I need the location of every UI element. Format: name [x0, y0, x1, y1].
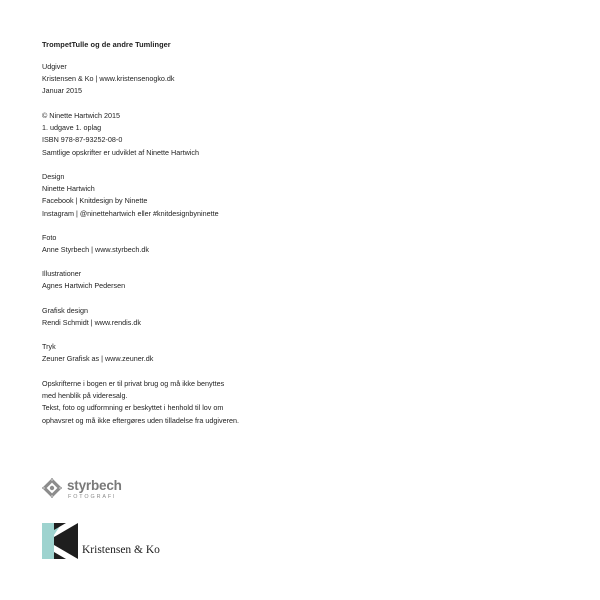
publisher-block	[42, 61, 175, 98]
design-heading: Design	[42, 172, 65, 181]
diamond-lens-icon	[40, 476, 64, 500]
k-mark-icon	[42, 523, 78, 559]
print-heading: Tryk	[42, 342, 56, 351]
rights-line: med henblik på videresalg.	[42, 391, 128, 401]
publisher-line: Kristensen & Ko | www.kristensenogko.dk	[42, 74, 175, 84]
isbn-line: ISBN 978-87-93252-08-0	[42, 135, 123, 145]
book-title: TrompetTulle og de andre Tumlinger	[42, 40, 171, 49]
edition-line: 1. udgave 1. oplag	[42, 123, 102, 133]
publish-date: Januar 2015	[42, 86, 82, 96]
styrbech-logo	[40, 474, 160, 504]
rights-line: ophavsret og må ikke eftergøres uden tilladelse fra udgiveren.	[42, 415, 239, 425]
graphic-designer-line: Rendi Schmidt | www.rendis.dk	[42, 318, 141, 328]
rights-notice	[42, 378, 239, 427]
facebook-line: Facebook | Knitdesign by Ninette	[42, 196, 148, 206]
rights-line: Tekst, foto og udformning er beskyttet i henhold til lov om	[42, 403, 224, 413]
graphic-design-block	[42, 305, 141, 329]
photo-block	[42, 232, 149, 256]
designer-name: Ninette Hartwich	[42, 184, 95, 194]
illustrations-heading: Illustrationer	[42, 269, 82, 278]
kristensen-logo	[40, 520, 200, 560]
graphic-design-heading: Grafisk design	[42, 306, 88, 315]
instagram-line: Instagram | @ninettehartwich eller #knitdesignbyninette	[42, 208, 219, 218]
design-block	[42, 171, 219, 220]
styrbech-tagline: FOTOGRAFI	[68, 494, 117, 500]
photo-heading: Foto	[42, 233, 57, 242]
illustrations-block	[42, 268, 125, 292]
printer-line: Zeuner Grafisk as | www.zeuner.dk	[42, 354, 154, 364]
recipes-credit: Samtlige opskrifter er udviklet af Ninette Hartwich	[42, 147, 199, 157]
photographer-line: Anne Styrbech | www.styrbech.dk	[42, 245, 149, 255]
illustrator-name: Agnes Hartwich Pedersen	[42, 281, 126, 291]
copyright-line: © Ninette Hartwich 2015	[42, 111, 121, 120]
print-block	[42, 341, 153, 365]
kristensen-wordmark: Kristensen & Ko	[82, 544, 160, 556]
copyright-block	[42, 110, 199, 159]
styrbech-wordmark: styrbech	[67, 478, 122, 493]
publisher-heading: Udgiver	[42, 62, 67, 71]
rights-line: Opskrifterne i bogen er til privat brug og må ikke benyttes	[42, 379, 225, 388]
